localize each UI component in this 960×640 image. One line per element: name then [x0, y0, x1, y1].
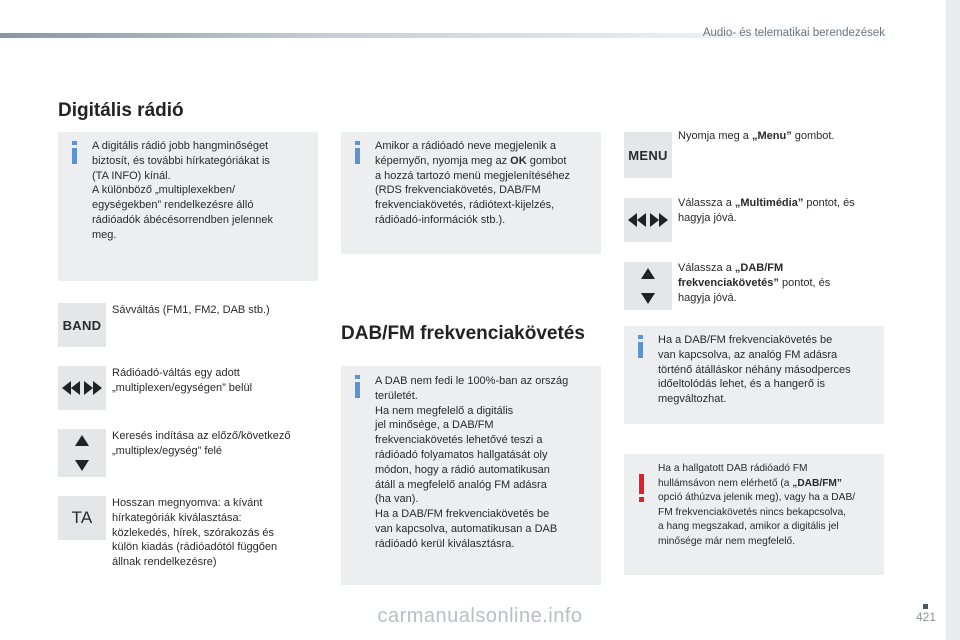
info-line: egységekben” rendelkezésre álló — [92, 199, 254, 212]
step-text: hagyja jóvá. — [678, 211, 737, 224]
warning-box-signal-loss — [624, 454, 884, 575]
control-desc: Hosszan megnyomva: a kívánt — [112, 497, 263, 509]
up-down-arrows-icon — [58, 429, 106, 477]
info-line: Ha a DAB/FM frekvenciakövetés be — [375, 508, 550, 521]
info-box-ok-menu — [341, 132, 601, 254]
warning-line: Ha a hallgatott DAB rádióadó FM — [658, 463, 808, 474]
warning-bold: „DAB/FM” — [792, 477, 843, 489]
info-box-fm-delay — [624, 326, 884, 424]
step-text: Válassza a — [678, 197, 735, 209]
info-line: van kapcsolva, az analóg FM adásra — [658, 348, 838, 361]
info-line: rádióadók ábécésorrendben jelennek — [92, 213, 274, 226]
control-desc: hírkategóriák kiválasztása: — [112, 511, 242, 524]
step-text: Nyomja meg a — [678, 130, 752, 142]
warning-line: hullámsávon nem elérhető (a — [658, 477, 793, 489]
title-digital-radio: Digitális rádió — [58, 100, 184, 121]
info-line: időeltolódás lehet, és a hangerő is — [658, 378, 825, 391]
info-line: A DAB nem fedi le 100%-ban az ország — [375, 375, 569, 387]
step-text: gombot. — [791, 130, 835, 142]
info-line: van kapcsolva, automatikusan a DAB — [375, 522, 558, 535]
info-line: meg. — [92, 228, 117, 241]
info-line: módon, hogy a rádió automatikusan — [375, 463, 550, 476]
info-line: frekvenciakövetés, rádiótext-kijelzés, — [375, 199, 555, 212]
info-box-digital-radio — [58, 132, 318, 281]
step-bold: „DAB/FM — [734, 262, 784, 274]
step-bold: „Multimédia” — [734, 197, 804, 209]
section-header: Audio- és telematikai berendezések — [702, 27, 885, 39]
info-line: jel minősége, a DAB/FM — [375, 419, 494, 432]
page-edge-bar — [946, 0, 960, 640]
info-line: Amikor a rádióadó neve megjelenik a — [375, 140, 556, 152]
warning-line: a hang megszakad, amikor a digitális jel — [658, 521, 839, 532]
info-line: rádióadó kerül kiválasztásra. — [375, 537, 515, 550]
control-desc: közlekedés, hírek, szórakozás és — [112, 526, 275, 539]
info-line: (TA INFO) kínál. — [92, 169, 171, 182]
step-bold: „Menu” — [751, 130, 792, 142]
info-line: frekvenciakövetés lehetővé teszi a — [375, 434, 543, 447]
step-text: pontot, és — [803, 197, 855, 209]
info-line: átáll a megfelelő analóg FM adásra — [375, 478, 547, 491]
control-desc: külön kiadás (rádióadótól függően — [112, 541, 278, 554]
info-line: gombot — [526, 154, 567, 167]
info-line: rádióadó folyamatos hallgatását oly — [375, 448, 548, 461]
info-box-dab-coverage — [341, 366, 601, 585]
control-desc: Sávváltás (FM1, FM2, DAB stb.) — [112, 304, 270, 316]
step-text: pontot, és — [778, 276, 831, 289]
watermark: carmanualsonline.info — [377, 605, 583, 627]
page-number: 421 — [915, 610, 936, 624]
info-line: a hozzá tartozó menü megjelenítéséhez — [375, 169, 571, 182]
band-button-icon: BAND — [58, 303, 106, 347]
step-text: Válassza a — [678, 262, 735, 274]
info-line: képernyőn, nyomja meg az — [375, 154, 511, 167]
info-line: (ha van). — [375, 493, 419, 506]
step-bold: frekvenciakövetés” — [678, 276, 779, 289]
info-line: megváltozhat. — [658, 393, 727, 406]
control-desc: „multiplex/egység” felé — [112, 444, 223, 457]
info-line: Ha nem megfelelő a digitális — [375, 404, 514, 417]
control-desc: állnak rendelkezésre) — [112, 556, 217, 569]
info-line: biztosít, és további hírkategóriákat is — [92, 154, 270, 167]
info-line: történő átálláskor néhány másodperces — [658, 363, 851, 376]
control-desc: Keresés indítása az előző/következő — [112, 430, 291, 442]
info-line: területét. — [375, 389, 418, 402]
control-desc: Rádióadó-váltás egy adott — [112, 367, 240, 379]
info-line: (RDS frekvenciakövetés, DAB/FM — [375, 184, 541, 197]
info-line: A digitális rádió jobb hangminőséget — [92, 140, 269, 152]
warning-line: FM frekvenciakövetés nincs bekapcsolva, — [658, 506, 846, 518]
info-line: Ha a DAB/FM frekvenciakövetés be — [658, 334, 833, 346]
warning-line: minősége már nem megfelelő. — [658, 535, 796, 547]
menu-button-icon: MENU — [624, 132, 672, 178]
info-line: rádióadó-információk stb.). — [375, 213, 506, 226]
ok-key-label: OK — [510, 154, 527, 167]
control-desc: „multiplexen/egységen” belül — [112, 381, 253, 394]
info-line: A különböző „multiplexekben/ — [92, 184, 236, 197]
seek-left-right-icon — [624, 198, 672, 242]
step-text: hagyja jóvá. — [678, 291, 737, 304]
title-dab-fm: DAB/FM frekvenciakövetés — [341, 323, 585, 344]
ta-button-icon: TA — [58, 496, 106, 540]
warning-line: opció áthúzva jelenik meg), vagy ha a DAB/ — [658, 492, 856, 503]
up-down-arrows-icon — [624, 262, 672, 310]
seek-left-right-icon — [58, 366, 106, 410]
